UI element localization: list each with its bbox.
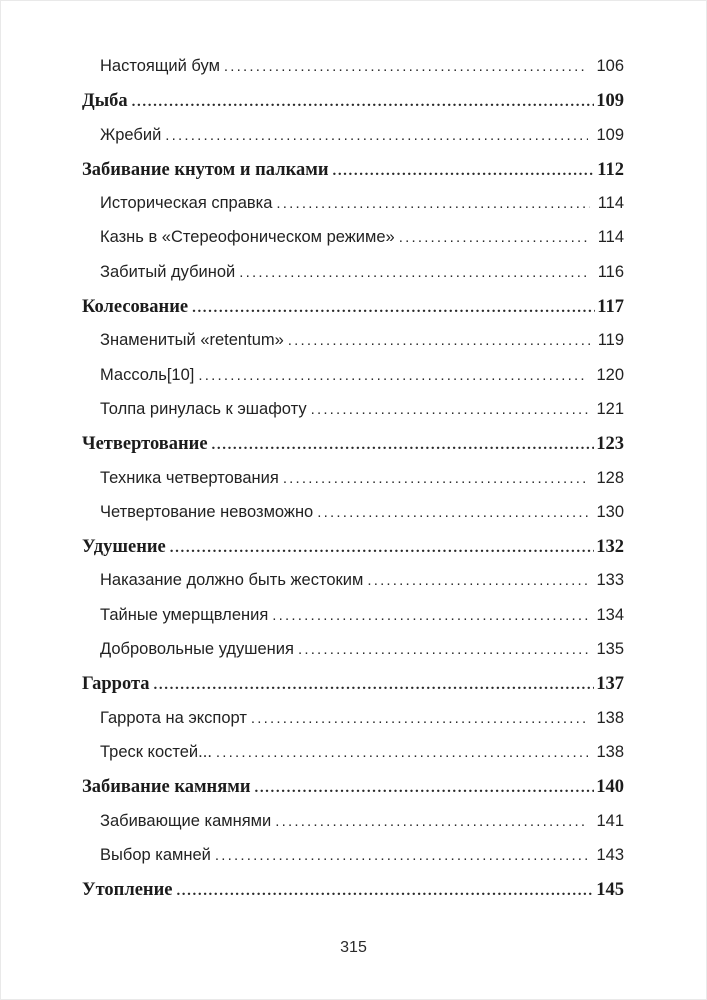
toc-entry-label: Гаррота на экспорт <box>100 708 247 727</box>
toc-entry[interactable] <box>82 812 624 846</box>
toc-entry[interactable] <box>82 674 624 708</box>
dot-leader <box>212 437 595 454</box>
dot-leader <box>283 470 589 487</box>
dot-leader <box>254 780 594 797</box>
dot-leader <box>332 163 595 180</box>
dot-leader <box>399 229 590 246</box>
toc-entry-page: 106 <box>596 57 624 75</box>
toc-entry[interactable] <box>82 469 624 503</box>
dot-leader <box>298 641 589 658</box>
toc-entry-page: 114 <box>597 228 624 247</box>
toc-entry-label: Настоящий бум <box>100 57 220 75</box>
dot-leader <box>216 744 589 761</box>
dot-leader <box>224 58 589 75</box>
page-number: 315 <box>340 939 367 956</box>
toc-entry-page: 117 <box>597 297 624 318</box>
toc-entry-page: 112 <box>597 159 624 180</box>
toc-entry[interactable] <box>82 537 624 571</box>
toc-entry[interactable] <box>82 606 624 640</box>
toc-entry-page: 123 <box>596 434 624 455</box>
toc-entry-page: 145 <box>596 880 624 901</box>
toc-entry-page: 109 <box>596 125 624 144</box>
toc-entry-label: Забитый дубиной <box>100 262 236 281</box>
dot-leader <box>176 883 594 900</box>
toc-entry[interactable] <box>82 503 624 537</box>
toc-entry-label: Удушение <box>82 537 166 558</box>
toc-entry[interactable] <box>82 91 624 125</box>
toc-entry-page: 128 <box>596 468 624 487</box>
toc-entry-label: Дыба <box>82 91 128 112</box>
toc-entry-label: Утопление <box>82 880 173 901</box>
toc-entry-label: Четвертование невозможно <box>100 502 314 521</box>
toc-entry-label: Треск костей... <box>100 742 212 761</box>
toc-entry[interactable] <box>82 126 624 160</box>
toc-entry-page: 116 <box>597 262 624 281</box>
toc-entry-label: Забивающие камнями <box>100 811 272 830</box>
dot-leader <box>192 300 595 317</box>
toc-entry-label: Добровольные удушения <box>100 640 294 659</box>
toc-entry[interactable] <box>82 366 624 400</box>
dot-leader <box>276 195 589 212</box>
dot-leader <box>170 540 594 557</box>
toc-entry[interactable] <box>82 743 624 777</box>
toc-entry[interactable] <box>82 880 624 914</box>
toc-entry[interactable] <box>82 777 624 811</box>
toc-entry-label: Выбор камней <box>100 845 211 864</box>
toc-entry-label: Забивание камнями <box>82 777 251 798</box>
toc-entry[interactable] <box>82 434 624 468</box>
toc-entry-label: Казнь в «Стереофоническом режиме» <box>100 228 395 247</box>
dot-leader <box>317 504 588 521</box>
dot-leader <box>132 94 595 111</box>
toc-entry-label: Колесование <box>82 297 189 318</box>
toc-entry-page: 133 <box>596 571 624 590</box>
dot-leader <box>215 847 589 864</box>
toc-entry-label: Толпа ринулась к эшафоту <box>100 399 307 418</box>
dot-leader <box>165 127 588 144</box>
dot-leader <box>288 332 590 349</box>
toc-entry-label: Знаменитый «retentum» <box>100 331 284 350</box>
toc-entry[interactable] <box>82 194 624 228</box>
toc-entry-page: 114 <box>597 194 624 213</box>
toc-entry[interactable] <box>82 709 624 743</box>
toc-entry[interactable] <box>82 640 624 674</box>
toc-list <box>82 57 624 914</box>
toc-entry[interactable] <box>82 331 624 365</box>
dot-leader <box>367 572 588 589</box>
toc-entry[interactable] <box>82 846 624 880</box>
dot-leader <box>239 264 589 281</box>
toc-entry[interactable] <box>82 400 624 434</box>
dot-leader <box>272 607 588 624</box>
toc-entry-page: 109 <box>596 91 624 112</box>
toc-entry-page: 134 <box>596 605 624 624</box>
toc-entry-label: Тайные умерщвления <box>100 605 269 624</box>
toc-entry[interactable] <box>82 228 624 262</box>
toc-entry-page: 121 <box>596 399 624 418</box>
dot-leader <box>275 813 588 830</box>
toc-entry-label: Массоль[10] <box>100 365 195 384</box>
toc-entry-label: Четвертование <box>82 434 208 455</box>
toc-entry[interactable] <box>82 571 624 605</box>
toc-entry-label: Наказание должно быть жестоким <box>100 571 364 590</box>
toc-entry-page: 141 <box>596 811 624 830</box>
toc-entry-page: 138 <box>596 742 624 761</box>
toc-entry-page: 138 <box>596 708 624 727</box>
toc-entry-page: 132 <box>596 537 624 558</box>
toc-entry-page: 140 <box>596 777 624 798</box>
toc-entry-page: 143 <box>596 845 624 864</box>
toc-entry-page: 135 <box>596 640 624 659</box>
dot-leader <box>154 677 595 694</box>
toc-entry-label: Техника четвертования <box>100 468 279 487</box>
toc-entry-label: Историческая справка <box>100 194 273 213</box>
dot-leader <box>198 367 588 384</box>
toc-entry-label: Забивание кнутом и палками <box>82 159 329 180</box>
toc-entry[interactable] <box>82 57 624 91</box>
toc-entry-page: 130 <box>596 502 624 521</box>
toc-entry-page: 119 <box>597 331 624 350</box>
toc-entry-label: Гаррота <box>82 674 150 695</box>
dot-leader <box>311 401 589 418</box>
dot-leader <box>251 710 589 727</box>
toc-entry-page: 120 <box>596 365 624 384</box>
toc-entry[interactable] <box>82 160 624 194</box>
toc-entry-label: Жребий <box>100 125 162 144</box>
toc-entry[interactable] <box>82 263 624 297</box>
toc-entry[interactable] <box>82 297 624 331</box>
toc-entry-page: 137 <box>596 674 624 695</box>
